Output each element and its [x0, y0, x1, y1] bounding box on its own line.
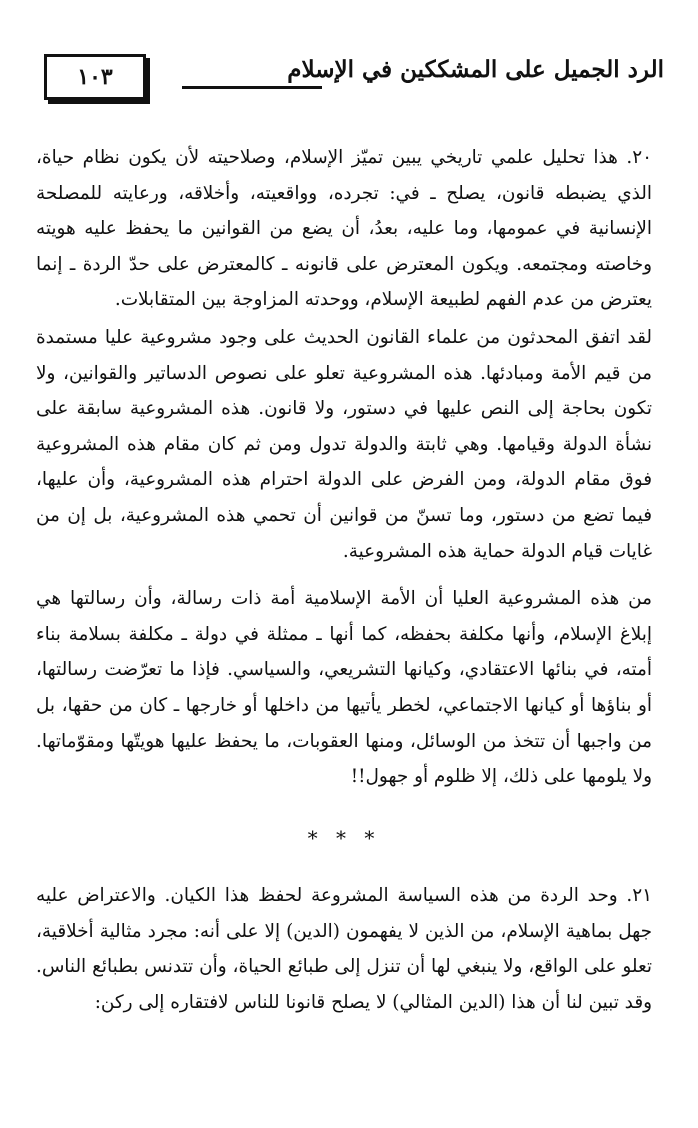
section-separator: * * * — [307, 825, 381, 850]
paragraph-20: ٢٠. هذا تحليل علمي تاريخي يبين تميّز الإسلام، وصلاحيته لأن يكون نظام حياة، الذي يضبطه قانون، يصلح ـ في: تجرده، وواقعيته، وأخلاقه، ورعايته للمصلحة الإنسانية في عمومها، وما عليه، بعدُ، أن يضع من القوانين ما يحفظ عليه هويته وخاصته ومجتمعه. ويكون المعترض على قانونه ـ كالمعترض على حدّ الردة ـ إنما يعترض من عدم الفهم لطبيعة الإسلام، ووحدته المزاوجة بين المتقابلات. — [36, 147, 652, 311]
running-title: الرد الجميل على المشككين في الإسلام — [287, 56, 664, 83]
paragraph-mission: من هذه المشروعية العليا أن الأمة الإسلامية أمة ذات رسالة، وأن رسالتها هي إبلاغ الإسلام، وأنها مكلفة بحفظه، كما أنها ـ ممثلة في دولة ـ مكلفة بسلامة بناء أمته، في بنائها الاعتقادي، وكيانها التشريعي، والسياسي. فإذا ما تعرّضت رسالتها، أو بناؤها أو كيانها الاجتماعي، لخطر يأتيها من داخلها أو خارجها ـ كان من حقها، بل من واجبها أن تتخذ من الوسائل، ومنها العقوبات، ما يحفظ عليها هويتّها ومقوّماتها. ولا يلومها على ذلك، إلا ظلوم أو جهول!! — [36, 588, 652, 788]
header-rule — [182, 86, 322, 89]
page-number-box — [44, 54, 146, 100]
paragraph-legitimacy: لقد اتفق المحدثون من علماء القانون الحديث على وجود مشروعية عليا مستمدة من قيم الأمة ومبادئها. هذه المشروعية تعلو على نصوص الدساتير والقوانين، ولا تكون بحاجة إلى النص عليها في دستور، ولا قانون. هذه المشروعية سابقة على نشأة الدولة وقيامها. وهي ثابتة والدولة تدول ومن ثم كان مقام هذه المشروعية فوق مقام الدولة، ومن الفرض على الدولة احترام هذه المشروعية، وأن عليها، فيما تضع من دستور، وما تسنّ من قوانين أن تحمي هذه المشروعية، بل إن من غايات قيام الدولة حماية هذه المشروعية. — [36, 326, 652, 562]
paragraph-21: ٢١. وحد الردة من هذه السياسة المشروعة لحفظ هذا الكيان. والاعتراض عليه جهل بماهية الإسلام، من الذين لا يفهمون (الدين) إلا على أنه: مجرد مثالية أخلاقية، تعلو على الواقع، ولا ينبغي لها أن تنزل إلى طبائع الحياة، وأن تتدنس بطبائع الناس. وقد تبين لنا أن هذا (الدين المثالي) لا يصلح قانونا للناس لافتقاره إلى ركن: — [36, 885, 652, 1014]
page-body — [36, 140, 652, 1023]
page-header — [22, 52, 664, 112]
page-number: ١٠٣ — [77, 64, 113, 90]
